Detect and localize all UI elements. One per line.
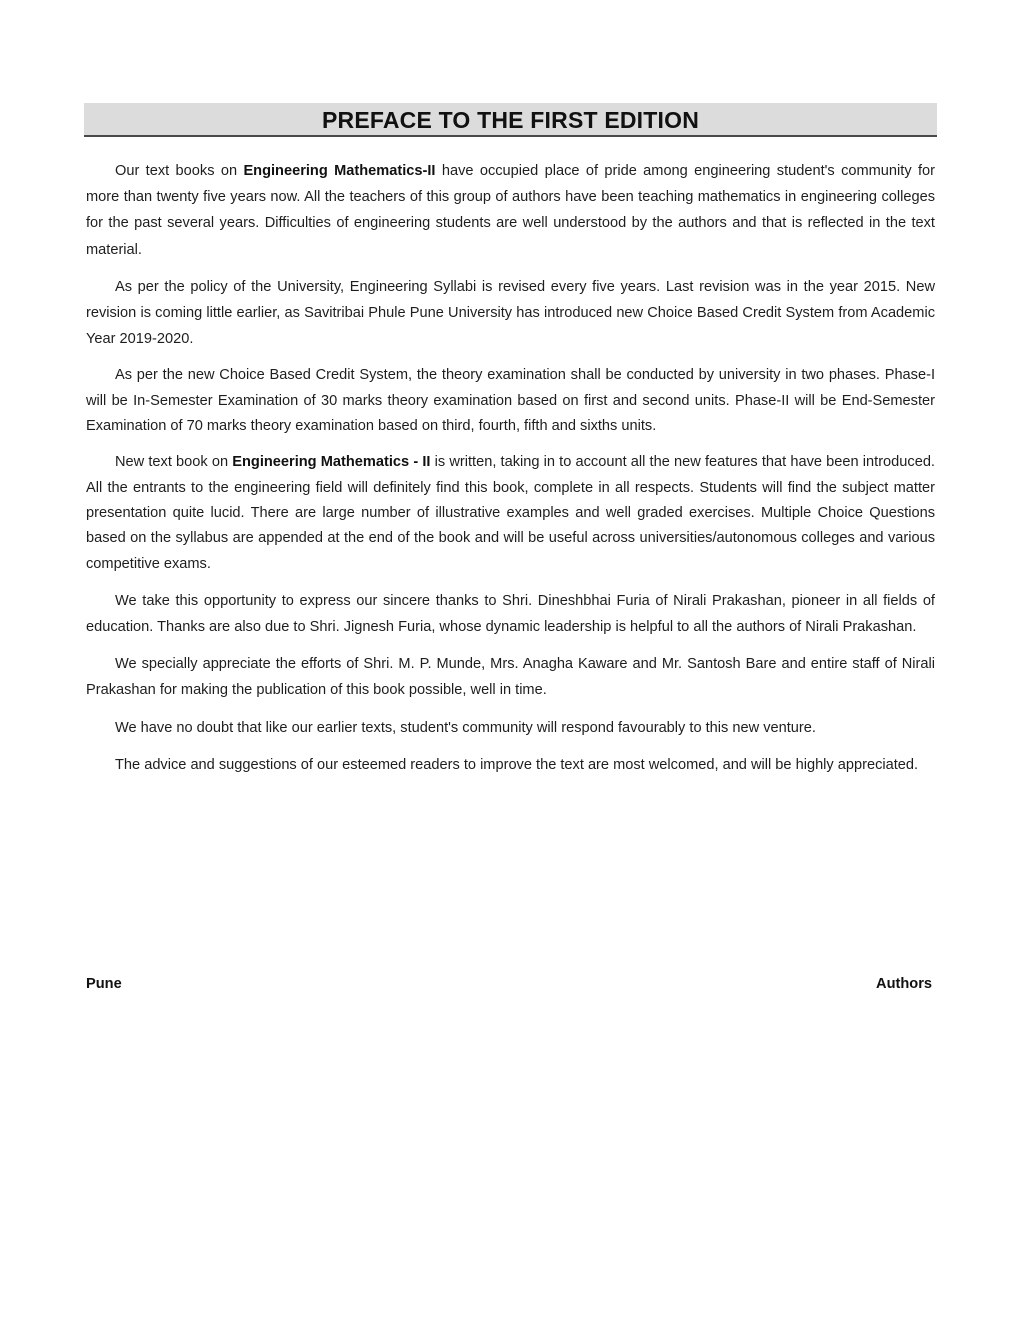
paragraph-6: We specially appreciate the efforts of Shri. M. P. Munde, Mrs. Anagha Kaware and Mr. Santosh Bare and entire staff of Nirali Prakashan for making the publication of this book possible, well in time. (86, 656, 935, 699)
paragraph-8: The advice and suggestions of our esteemed readers to improve the text are most welcomed, and will be highly appreciated. (115, 756, 919, 773)
paragraph-4-text-b: is written, taking in to account all the new features that have been introduced. All the entrants to the engineering field will definitely find this book, complete in all respects. Students will find the subject matter presentation quite lucid. There are large number of illustrative examples and well graded exercises. Multiple Choice Questions based on the syllabus are appended at the end of the book and will be useful across universities/autonomous colleges and various competitive exams. (86, 454, 935, 572)
paragraph-4-text-a: New text book on (115, 454, 233, 471)
heading-banner (84, 103, 937, 137)
paragraph-2: As per the policy of the University, Engineering Syllabi is revised every five years. Last revision was in the year 2015. New revision is coming little earlier, as Savitribai Phule Pune University has introduced new Choice Based Credit System from Academic Year 2019-2020. (86, 278, 935, 348)
preface-body (86, 158, 935, 789)
paragraph-1-text-a: Our text books on (115, 163, 244, 179)
book-title-bold: Engineering Mathematics - II (232, 454, 431, 471)
paragraph-5: We take this opportunity to express our sincere thanks to Shri. Dineshbhai Furia of Nirali Prakashan, pioneer in all fields of education. Thanks are also due to Shri. Jignesh Furia, whose dynamic leadership is helpful to all the authors of Nirali Prakashan. (86, 592, 935, 635)
paragraph-1 (86, 158, 935, 263)
book-title-bold: Engineering Mathematics-II (243, 163, 436, 179)
page-title: PREFACE TO THE FIRST EDITION (321, 106, 700, 133)
paragraph-1-text-b: have occupied place of pride among engineering student's community for more than twenty five years now. All the teachers of this group of authors have been teaching mathematics in engineering colleges for the past several years. Difficulties of engineering students are well understood by the authors and that is reflected in the text material. (86, 163, 936, 258)
signature-authors: Authors (876, 976, 932, 992)
paragraph-3: As per the new Choice Based Credit System, the theory examination shall be conducted by university in two phases. Phase-I will be In-Semester Examination of 30 marks theory examination based on first and second units. Phase-II will be End-Semester Examination of 70 marks theory examination based on third, fourth, fifth and sixths units. (86, 367, 935, 435)
paragraph-4 (86, 450, 935, 576)
signature-place: Pune (86, 976, 122, 992)
paragraph-7: We have no doubt that like our earlier texts, student's community will respond favourably to this new venture. (115, 719, 816, 736)
